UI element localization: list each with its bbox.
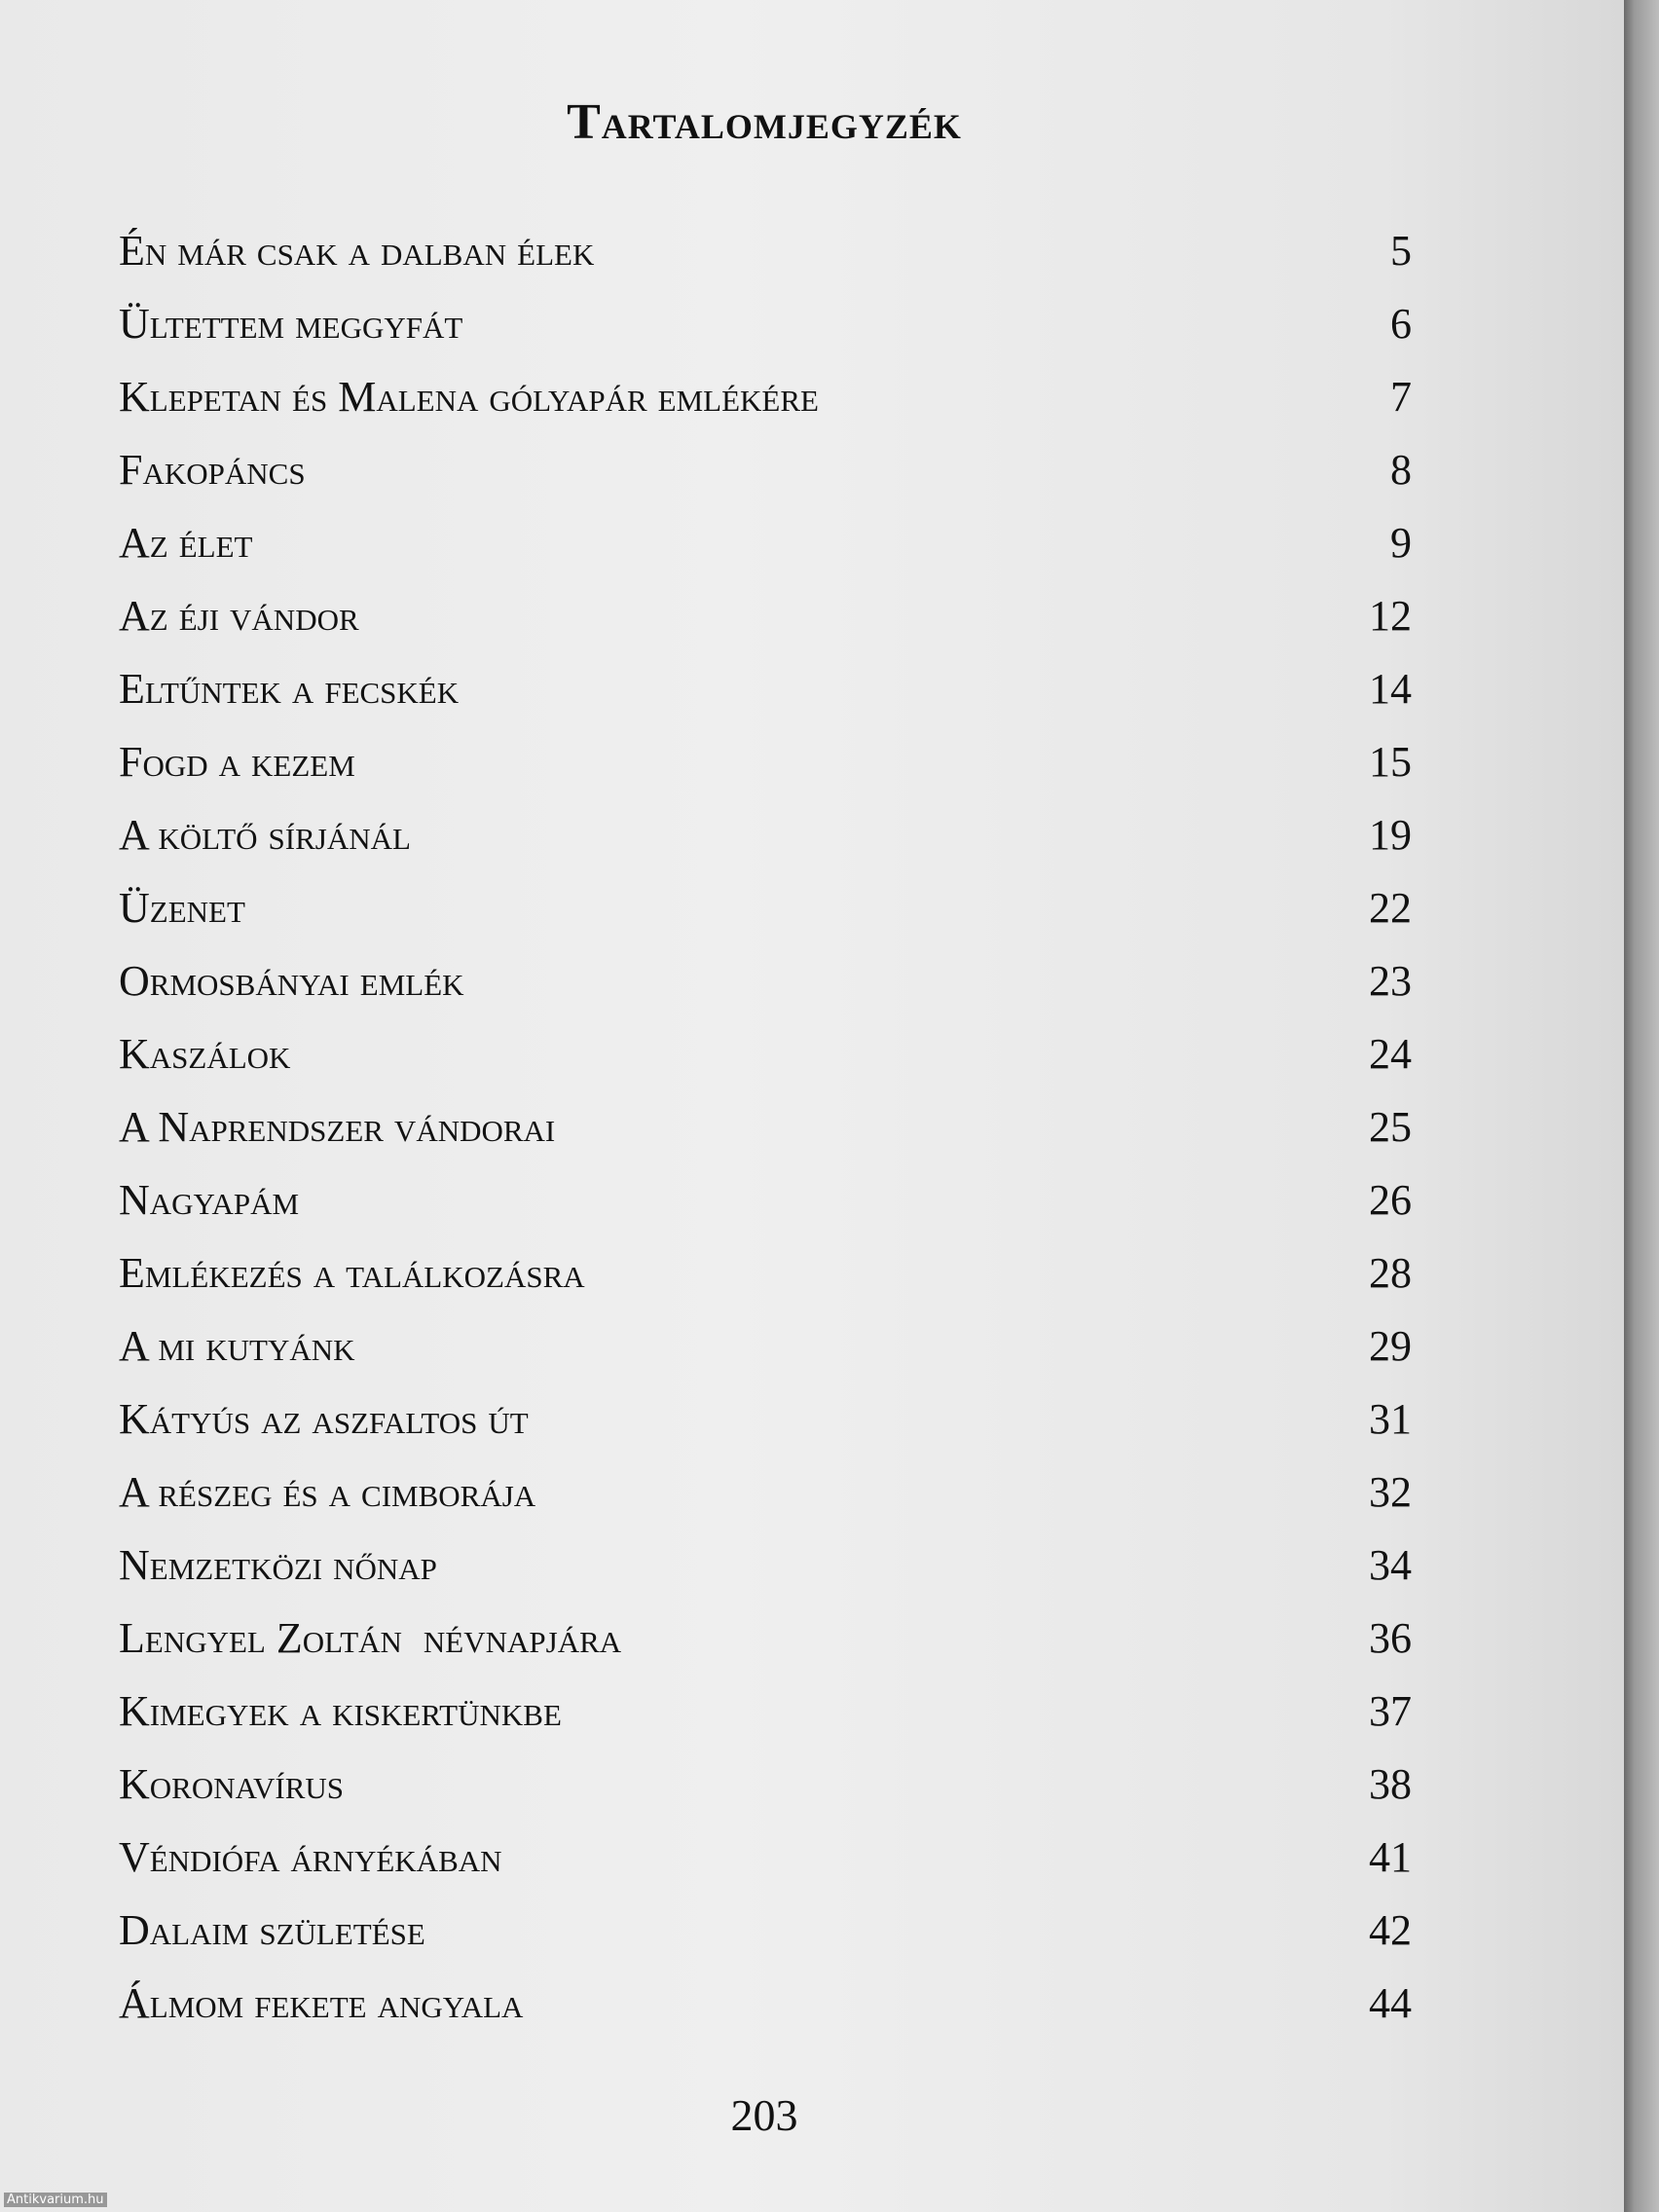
toc-entry-title: Dalaim születése: [119, 1906, 425, 1954]
toc-entry: [119, 226, 1412, 299]
dot-leader: [417, 830, 1363, 849]
toc-entry-page: 5: [1390, 227, 1412, 275]
toc-entry: [119, 1686, 1412, 1759]
dot-leader: [568, 1706, 1363, 1725]
toc-entry-page: 22: [1369, 884, 1412, 932]
toc-entry-title: Nagyapám: [119, 1176, 300, 1224]
dot-leader: [350, 1779, 1363, 1798]
toc-entry: [119, 1321, 1412, 1394]
toc-entry-title: Fakopáncs: [119, 446, 306, 494]
toc-entry: [119, 372, 1412, 445]
dot-leader: [600, 245, 1367, 265]
dot-leader: [251, 903, 1363, 922]
toc-entry: [119, 664, 1412, 737]
toc-entry: [119, 1759, 1412, 1832]
toc-entry: [119, 299, 1412, 372]
toc-entry: [119, 737, 1412, 810]
dot-leader: [541, 1487, 1363, 1506]
dot-leader: [535, 1414, 1363, 1433]
toc-entry-page: 24: [1369, 1030, 1412, 1078]
page-number: 203: [730, 2090, 798, 2140]
dot-leader: [443, 1560, 1363, 1579]
toc-entry-title: Ormosbányai emlék: [119, 957, 464, 1005]
toc-entry-title: Ültettem meggyfát: [119, 300, 463, 348]
toc-entry-title: Kaszálok: [119, 1030, 291, 1078]
dot-leader: [508, 1852, 1363, 1871]
toc-entry-title: Emlékezés a találkozásra: [119, 1249, 585, 1297]
toc-entry-page: 12: [1369, 592, 1412, 640]
toc-entry-page: 9: [1390, 519, 1412, 567]
dot-leader: [470, 976, 1363, 995]
toc-entry: [119, 591, 1412, 664]
toc-entry-title: A részeg és a cimborája: [119, 1468, 536, 1516]
toc-entry-title: Én már csak a dalban élek: [119, 227, 595, 275]
toc-entry-title: Klepetan és Malena gólyapár emlékére: [119, 373, 819, 421]
toc-entry-page: 26: [1369, 1176, 1412, 1224]
toc-entry-page: 6: [1390, 300, 1412, 348]
toc-entry-page: 23: [1369, 957, 1412, 1005]
toc-entry-title: Üzenet: [119, 884, 245, 932]
toc-entry: [119, 1978, 1412, 2051]
toc-entry: [119, 1029, 1412, 1102]
dot-leader: [305, 1195, 1363, 1214]
watermark-label: Antikvarium.hu: [4, 2193, 107, 2207]
dot-leader: [365, 610, 1363, 630]
toc-entry: [119, 1102, 1412, 1175]
toc-entry-page: 44: [1369, 1979, 1412, 2027]
table-of-contents: [119, 226, 1412, 2051]
toc-entry-page: 41: [1369, 1833, 1412, 1881]
toc-entry: [119, 883, 1412, 956]
toc-entry-page: 38: [1369, 1760, 1412, 1808]
toc-entry-title: Álmom fekete angyala: [119, 1979, 524, 2027]
toc-entry-title: Eltűntek a fecskék: [119, 665, 460, 713]
dot-leader: [361, 1341, 1364, 1360]
toc-entry-title: Nemzetközi nőnap: [119, 1541, 437, 1589]
toc-entry: [119, 445, 1412, 518]
toc-entry-page: 7: [1390, 373, 1412, 421]
toc-entry: [119, 956, 1412, 1029]
dot-leader: [627, 1633, 1363, 1652]
toc-entry-title: Az éji vándor: [119, 592, 359, 640]
toc-entry-title: Lengyel Zoltán névnapjára: [119, 1614, 622, 1662]
toc-entry: [119, 1467, 1412, 1540]
toc-entry-title: Az élet: [119, 519, 253, 567]
toc-entry: [119, 518, 1412, 591]
toc-entry-page: 28: [1369, 1249, 1412, 1297]
dot-leader: [825, 391, 1367, 411]
toc-entry: [119, 1832, 1412, 1905]
dot-leader: [431, 1925, 1363, 1944]
toc-entry-page: 15: [1369, 738, 1412, 786]
toc-entry: [119, 1394, 1412, 1467]
toc-entry-page: 34: [1369, 1541, 1412, 1589]
toc-entry-title: A költő sírjánál: [119, 811, 411, 859]
toc-entry-title: Véndiófa árnyékában: [119, 1833, 502, 1881]
toc-entry-title: Kátyús az aszfaltos út: [119, 1395, 529, 1443]
toc-entry: [119, 810, 1412, 883]
toc-entry-page: 29: [1369, 1322, 1412, 1370]
toc-entry-page: 25: [1369, 1103, 1412, 1151]
toc-entry-page: 19: [1369, 811, 1412, 859]
toc-entry-page: 14: [1369, 665, 1412, 713]
toc-entry-title: A mi kutyánk: [119, 1322, 355, 1370]
toc-entry-page: 42: [1369, 1906, 1412, 1954]
toc-entry: [119, 1175, 1412, 1248]
toc-entry: [119, 1613, 1412, 1686]
dot-leader: [468, 318, 1367, 338]
toc-entry-page: 36: [1369, 1614, 1412, 1662]
page-title: Tartalomjegyzék: [567, 94, 962, 150]
toc-entry: [119, 1540, 1412, 1613]
dot-leader: [258, 537, 1367, 557]
toc-entry-page: 37: [1369, 1687, 1412, 1735]
dot-leader: [296, 1049, 1363, 1068]
toc-entry-page: 32: [1369, 1468, 1412, 1516]
toc-entry-title: Koronavírus: [119, 1760, 345, 1808]
toc-entry-title: Fogd a kezem: [119, 738, 355, 786]
toc-entry: [119, 1905, 1412, 1978]
page-edge-shadow: [1624, 0, 1659, 2212]
toc-entry-page: 8: [1390, 446, 1412, 494]
dot-leader: [312, 464, 1367, 484]
dot-leader: [591, 1268, 1363, 1287]
toc-entry-title: Kimegyek a kiskertünkbe: [119, 1687, 562, 1735]
dot-leader: [561, 1122, 1363, 1141]
toc-entry: [119, 1248, 1412, 1321]
dot-leader: [361, 756, 1363, 776]
toc-entry-page: 31: [1369, 1395, 1412, 1443]
dot-leader: [529, 1998, 1363, 2017]
dot-leader: [464, 683, 1363, 703]
toc-entry-title: A Naprendszer vándorai: [119, 1103, 556, 1151]
